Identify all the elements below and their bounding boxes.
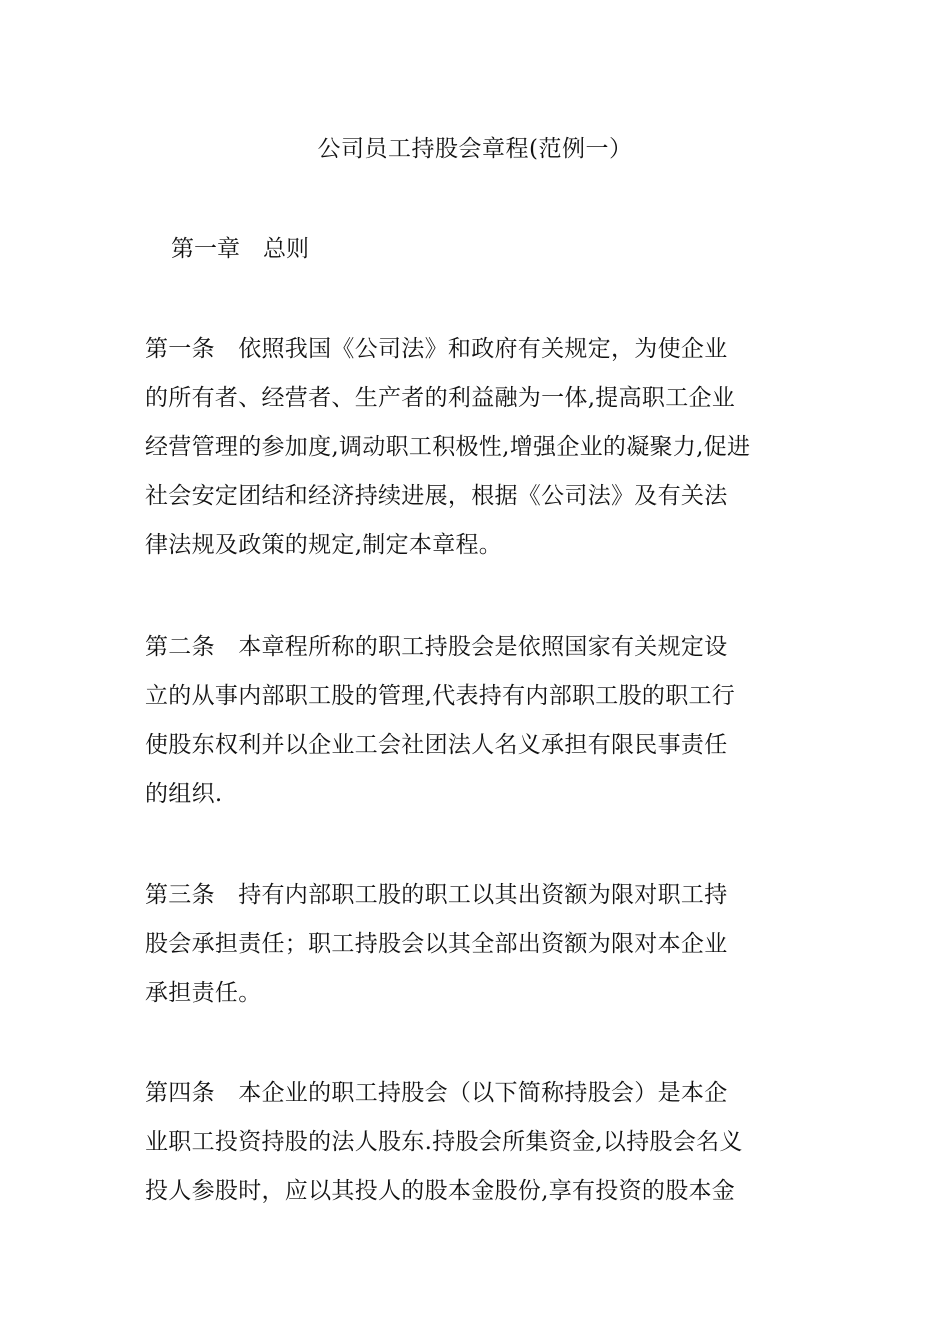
- article-line: 承担责任。: [145, 980, 262, 1006]
- article-4: [145, 1069, 825, 1216]
- article-line: 的组织.: [145, 781, 223, 807]
- article-3: [145, 871, 825, 1018]
- article-line: 投人参股时，应以其投人的股本金股份,享有投资的股本金: [145, 1178, 736, 1204]
- article-2: [145, 623, 825, 819]
- chapter-heading: 第一章 总则: [171, 236, 309, 262]
- article-line: 使股东权利并以企业工会社团法人名义承担有限民事责任: [145, 732, 728, 758]
- article-line: 第一条 依照我国《公司法》和政府有关规定，为使企业: [145, 336, 728, 362]
- article-line: 经营管理的参加度,调动职工积极性,增强企业的凝聚力,促进: [145, 434, 751, 460]
- article-line: 股会承担责任；职工持股会以其全部出资额为限对本企业: [145, 931, 728, 957]
- document-title: 公司员工持股会章程(范例一）: [317, 136, 633, 162]
- article-line: 立的从事内部职工股的管理,代表持有内部职工股的职工行: [145, 683, 736, 709]
- article-line: 的所有者、经营者、生产者的利益融为一体,提高职工企业: [145, 385, 736, 411]
- article-1: [145, 325, 825, 570]
- article-line: 第四条 本企业的职工持股会（以下简称持股会）是本企: [145, 1080, 728, 1106]
- article-line: 社会安定团结和经济持续进展，根据《公司法》及有关法: [145, 483, 728, 509]
- article-line: 第三条 持有内部职工股的职工以其出资额为限对职工持: [145, 882, 728, 908]
- article-line: 第二条 本章程所称的职工持股会是依照国家有关规定设: [145, 634, 728, 660]
- article-line: 业职工投资持股的法人股东.持股会所集资金,以持股会名义: [145, 1129, 743, 1155]
- article-line: 律法规及政策的规定,制定本章程。: [145, 532, 503, 558]
